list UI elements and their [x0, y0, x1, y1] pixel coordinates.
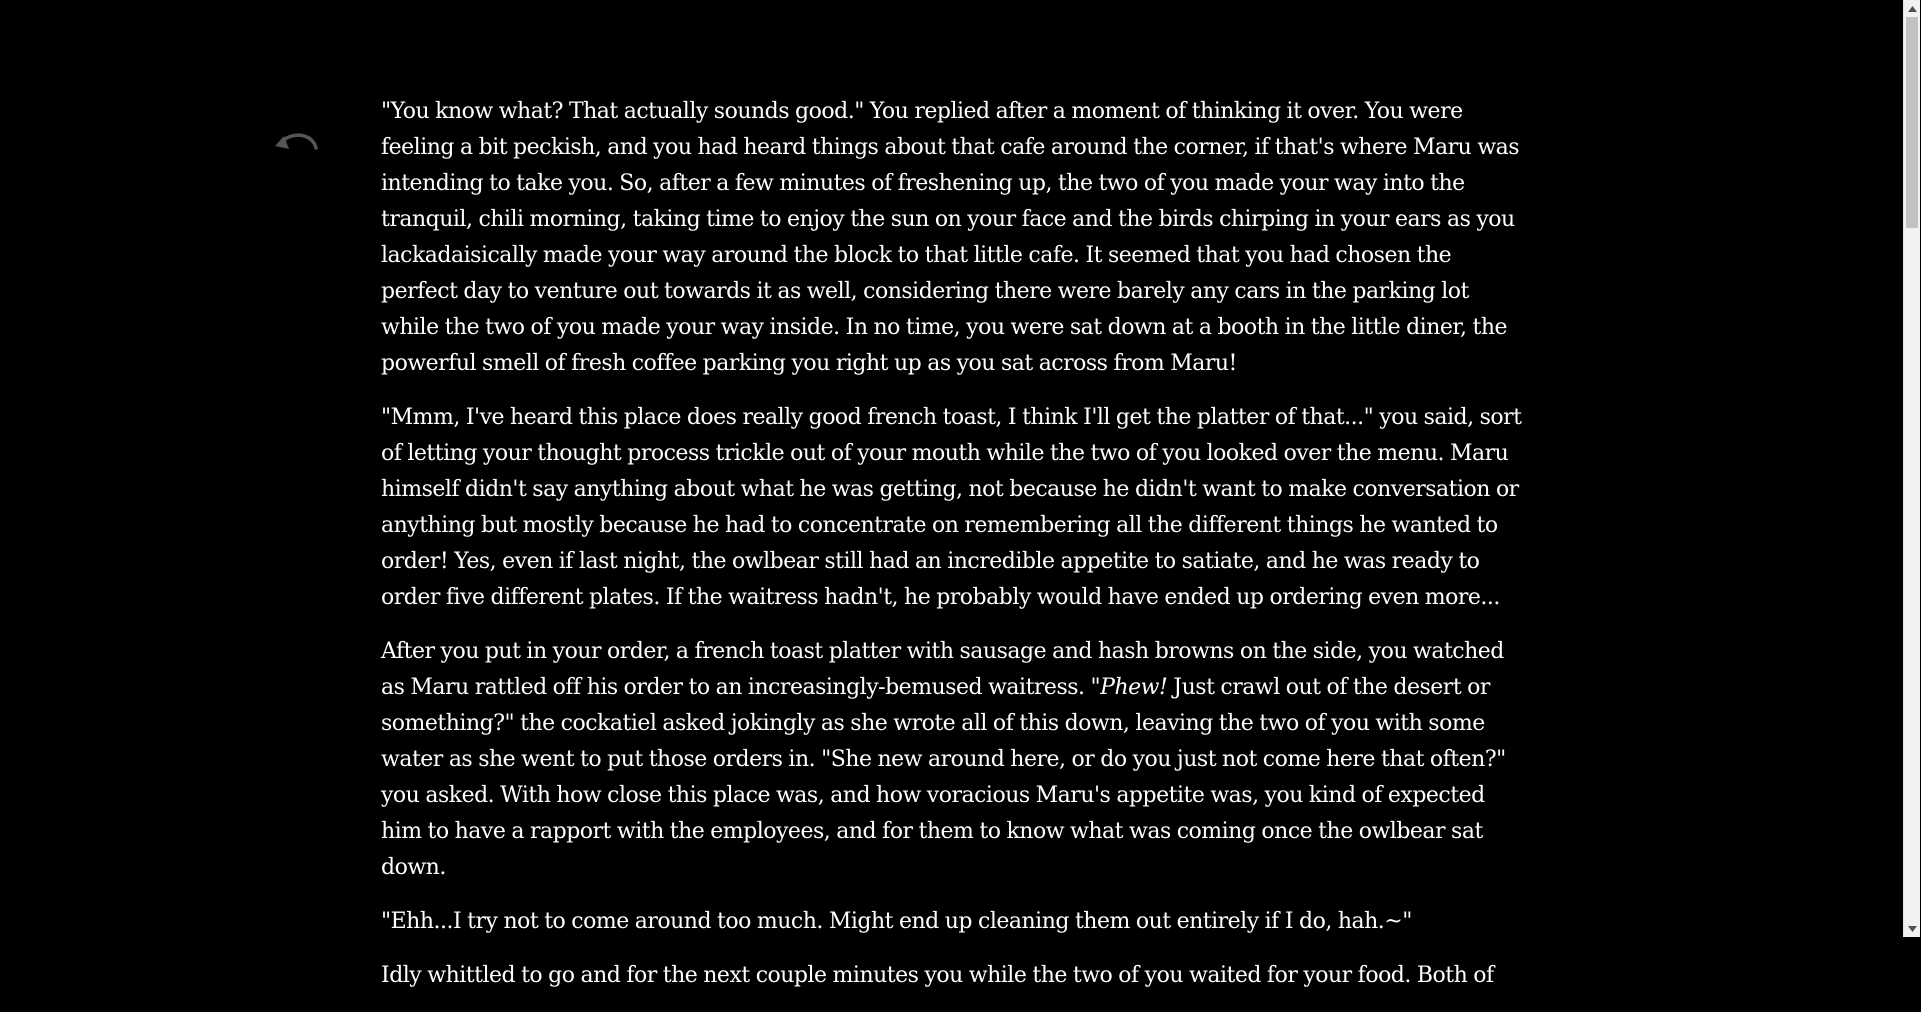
- scrollbar-thumb[interactable]: [1906, 17, 1918, 228]
- story-paragraph: "You know what? That actually sounds good." You replied after a moment of thinking it over. You were feeling a bit peckish, and you had heard things about that cafe around the corner, if that's where Maru was intending to take you. So, after a few minutes of freshening up, the two of you made your way into the tranquil, chili morning, taking time to enjoy the sun on your face and the birds chirping in your ears as you lackadaisically made your way around the block to that little cafe. It seemed that you had chosen the perfect day to venture out towards it as well, considering there were barely any cars in the parking lot while the two of you made your way inside. In no time, you were sat down at a booth in the little diner, the powerful smell of fresh coffee parking you right up as you sat across from Maru!: [381, 99, 1520, 376]
- scroll-up-arrow-icon[interactable]: [1904, 0, 1921, 17]
- story-paragraph: [381, 634, 1523, 886]
- undo-icon[interactable]: [272, 128, 322, 168]
- scroll-down-arrow-icon[interactable]: [1904, 920, 1921, 937]
- story-paragraph: "Ehh...I try not to come around too much. Might end up cleaning them out entirely if I do, hah.~": [381, 909, 1412, 934]
- emphasis-text: Phew!: [1100, 675, 1168, 700]
- vertical-scrollbar[interactable]: [1903, 0, 1920, 937]
- story-text: [381, 94, 1523, 1012]
- story-paragraph: "Mmm, I've heard this place does really good french toast, I think I'll get the platter of that..." you said, sort of letting your thought process trickle out of your mouth while the two of you looked over the menu. Maru himself didn't say anything about what he was getting, not because he didn't want to make conversation or anything but mostly because he had to concentrate on remembering all the different things he wanted to order! Yes, even if last night, the owlbear still had an incredible appetite to satiate, and he was ready to order five different plates. If the waitress hadn't, he probably would have ended up ordering even more...: [381, 405, 1522, 610]
- story-paragraph: Idly whittled to go and for the next couple minutes you while the two of you waited for your food. Both of: [381, 963, 1494, 988]
- paragraph-text: Just crawl out of the desert or something?" the cockatiel asked jokingly as she wrote all of this down, leaving the two of you with some water as she went to put those orders in. "She new around here, or do you just not come here that often?" you asked. With how close this place was, and how voracious Maru's appetite was, you kind of expected him to have a rapport with the employees, and for them to know what was coming once the owlbear sat down.: [381, 675, 1506, 880]
- paragraph-text: After you put in your order, a french toast platter with sausage and hash browns on the side, you watched as Maru rattled off his order to an increasingly-bemused waitress. ": [381, 639, 1504, 700]
